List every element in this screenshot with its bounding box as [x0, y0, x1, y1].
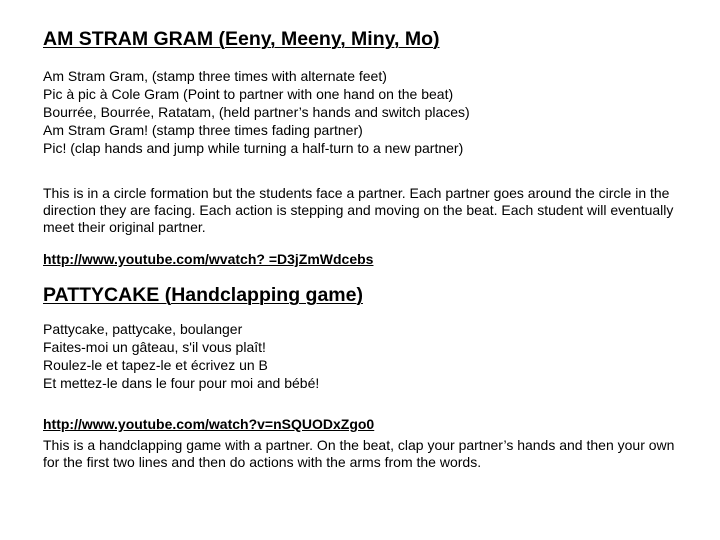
lyric-line: Am Stram Gram! (stamp three times fading partner)	[43, 122, 363, 138]
description-pattycake: This is a handclapping game with a partner. On the beat, clap your partner’s hands and then your own for the first two lines and then do actions with the arms from the words.	[43, 437, 675, 470]
lyric-line: Pic à pic à Cole Gram (Point to partner with one hand on the beat)	[43, 86, 454, 102]
youtube-link-pattycake[interactable]: http://www.youtube.com/watch?v=nSQUODxZgo0	[43, 416, 375, 432]
lyric-line: Faites-moi un gâteau, s'il vous plaît!	[43, 339, 266, 355]
lyric-line: Bourrée, Bourrée, Ratatam, (held partner’s hands and switch places)	[43, 104, 470, 120]
description-am-stram-gram: This is in a circle formation but the students face a partner. Each partner goes around the circle in the direction they are facing. Each action is stepping and moving on the beat. Each student will eventually meet their original partner.	[43, 185, 674, 235]
lyric-line: Roulez-le et tapez-le et écrivez un B	[43, 357, 268, 373]
lyric-line: Am Stram Gram, (stamp three times with alternate feet)	[43, 68, 387, 84]
lyric-line: Pic! (clap hands and jump while turning a half-turn to a new partner)	[43, 140, 464, 156]
lyric-line: Et mettez-le dans le four pour moi and bébé!	[43, 375, 320, 391]
lyrics-pattycake	[43, 320, 319, 392]
youtube-link-am-stram-gram[interactable]: http://www.youtube.com/wvatch? =D3jZmWdcebs	[43, 251, 374, 267]
section-title-pattycake: PATTYCAKE (Handclapping game)	[43, 284, 363, 306]
lyric-line: Pattycake, pattycake, boulanger	[43, 321, 243, 337]
section-title-am-stram-gram: AM STRAM GRAM (Eeny, Meeny, Miny, Mo)	[43, 28, 440, 50]
lyrics-am-stram-gram	[43, 67, 470, 157]
